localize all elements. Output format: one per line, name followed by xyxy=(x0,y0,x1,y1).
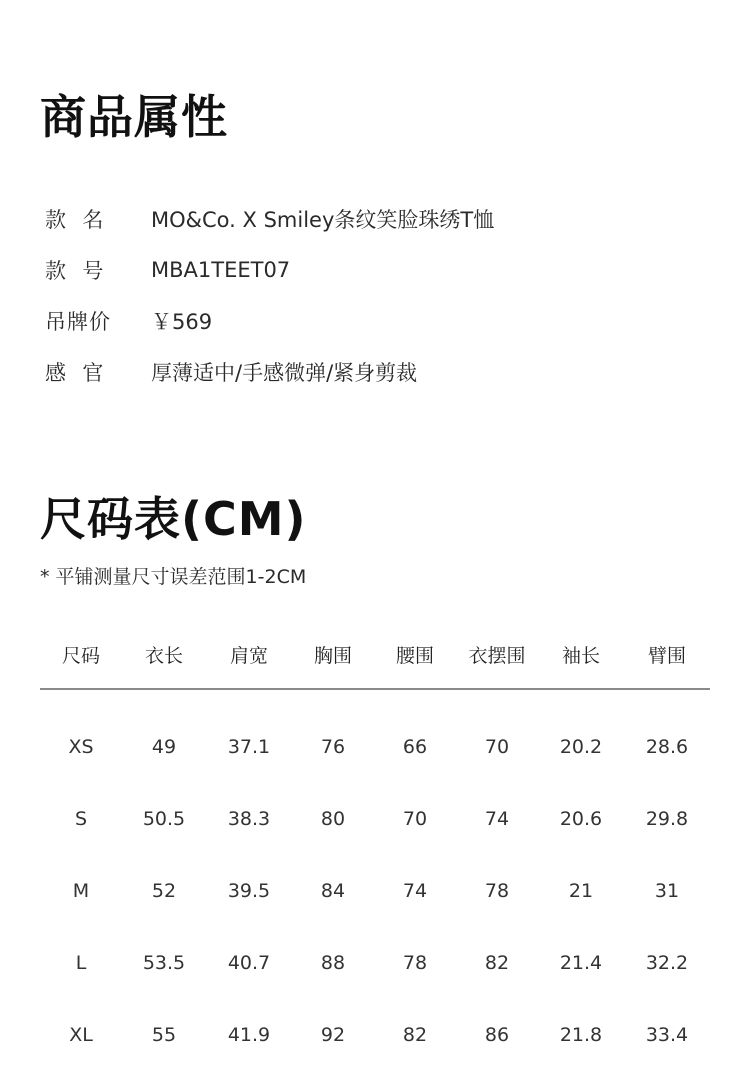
table-cell: 21.8 xyxy=(559,1024,603,1046)
table-cell: 49 xyxy=(151,736,177,758)
table-cell: 74 xyxy=(402,880,428,902)
table-cell: 20.6 xyxy=(559,808,603,830)
size-table xyxy=(40,620,710,1071)
table-cell: 33.4 xyxy=(645,1024,689,1046)
table-cell: 55 xyxy=(151,1024,177,1046)
table-cell: 32.2 xyxy=(645,952,689,974)
table-cell: 40.7 xyxy=(227,952,271,974)
table-cell: 28.6 xyxy=(645,736,689,758)
attributes-title: 商品属性 xyxy=(40,90,228,144)
table-cell: L xyxy=(75,952,87,974)
attribute-row-style-number xyxy=(45,244,725,295)
table-cell: S xyxy=(74,808,88,830)
table-cell: 70 xyxy=(484,736,510,758)
table-row xyxy=(40,999,710,1071)
header-cell: 衣摆围 xyxy=(468,644,526,667)
table-cell: 74 xyxy=(484,808,510,830)
table-cell: 70 xyxy=(402,808,428,830)
table-cell: 20.2 xyxy=(559,736,603,758)
attribute-label: 吊牌价 xyxy=(45,309,111,334)
attribute-row-tag-price xyxy=(45,295,725,346)
table-cell: 84 xyxy=(320,880,346,902)
table-cell: 50.5 xyxy=(142,808,186,830)
table-row xyxy=(40,711,710,783)
table-row xyxy=(40,855,710,927)
table-cell: 82 xyxy=(402,1024,428,1046)
attribute-value: ￥569 xyxy=(151,309,213,334)
table-cell: 52 xyxy=(151,880,177,902)
table-cell: 78 xyxy=(402,952,428,974)
table-cell: 86 xyxy=(484,1024,510,1046)
table-cell: 38.3 xyxy=(227,808,271,830)
table-cell: M xyxy=(72,880,90,902)
table-cell: XS xyxy=(68,736,94,758)
table-cell: 82 xyxy=(484,952,510,974)
table-cell: 76 xyxy=(320,736,346,758)
attribute-label: 感 官 xyxy=(45,360,105,385)
table-cell: 88 xyxy=(320,952,346,974)
attribute-row-feel xyxy=(45,346,725,397)
attribute-label: 款 号 xyxy=(45,258,105,283)
attribute-value: MO&Co. X Smiley条纹笑脸珠绣T恤 xyxy=(151,207,495,232)
header-cell: 衣长 xyxy=(144,644,183,667)
table-cell: 21.4 xyxy=(559,952,603,974)
table-cell: 31 xyxy=(654,880,680,902)
table-cell: 66 xyxy=(402,736,428,758)
table-cell: 39.5 xyxy=(227,880,271,902)
header-cell: 胸围 xyxy=(313,644,352,667)
table-row xyxy=(40,927,710,999)
table-header xyxy=(40,620,710,690)
table-cell: 92 xyxy=(320,1024,346,1046)
attributes-list xyxy=(45,193,725,397)
table-cell: 53.5 xyxy=(142,952,186,974)
header-cell: 肩宽 xyxy=(229,644,268,667)
attribute-label: 款 名 xyxy=(45,207,105,232)
table-cell: 29.8 xyxy=(645,808,689,830)
table-cell: 41.9 xyxy=(227,1024,271,1046)
attribute-row-style-name xyxy=(45,193,725,244)
attribute-value: 厚薄适中/手感微弹/紧身剪裁 xyxy=(151,360,418,385)
table-cell: 37.1 xyxy=(227,736,271,758)
table-row xyxy=(40,783,710,855)
header-cell: 臂围 xyxy=(647,644,686,667)
attribute-value: MBA1TEET07 xyxy=(151,257,291,282)
header-cell: 腰围 xyxy=(395,644,434,667)
size-chart-title: 尺码表(CM) xyxy=(40,492,307,546)
table-cell: 80 xyxy=(320,808,346,830)
table-cell: XL xyxy=(69,1024,93,1046)
table-cell: 21 xyxy=(568,880,594,902)
header-cell: 尺码 xyxy=(61,644,100,667)
size-chart-note: * 平铺测量尺寸误差范围1-2CM xyxy=(40,566,307,588)
header-cell: 袖长 xyxy=(561,644,600,667)
table-cell: 78 xyxy=(484,880,510,902)
